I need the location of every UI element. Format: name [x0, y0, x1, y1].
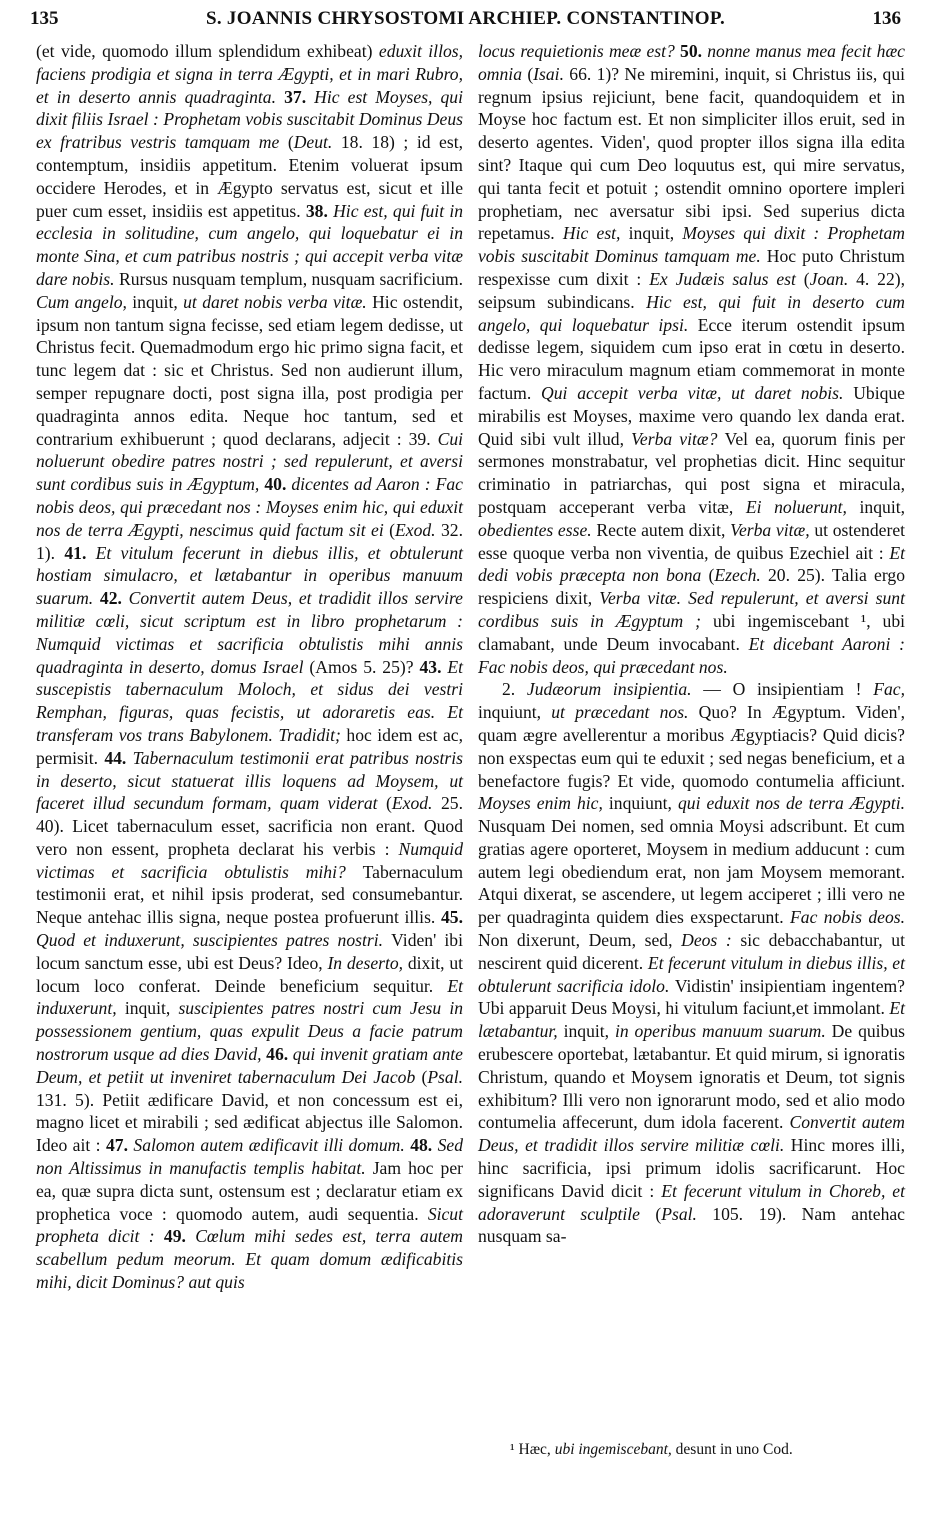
text-run: Fac, — [873, 679, 906, 700]
text-run: Et lætabantur, — [478, 998, 905, 1042]
text-run: 38. — [305, 200, 334, 221]
text-run: Deut. — [293, 132, 341, 153]
text-run: suscipientes patres nostri cum Jesu in possessionem gentium, quas expulit Deus a facie patrum nostrorum usque ad dies David, — [36, 998, 464, 1065]
right-paragraph-2 — [478, 678, 905, 1248]
text-run: ( — [287, 132, 294, 153]
text-run: qui eduxit nos de terra Ægypti. — [677, 793, 905, 814]
text-run: Cœlum mihi sedes est, terra autem scabellum pedum meorum. Et quam domum ædificabitis mihi, dicit Dominus? aut quis — [36, 1226, 464, 1293]
text-run: Et induxerunt, — [36, 975, 463, 1019]
text-run: Verba vitæ? — [631, 428, 725, 449]
text-run: Hic ostendit, ipsum non tantum signa fecisse, sed etiam legem dedisse, ut Christus fecit. Quemadmodum ergo hic primo signa facit, et tunc legem dat : sic et Christus. Sed non audierunt illum, semper repugnare docti, post signa illa, post prodigia per quadraginta annos edita. Neque hoc tantum, sed et contrarium exhibuerunt ; quod declarans, adjecit : 39. — [36, 291, 463, 449]
text-run: Isai. — [533, 63, 570, 84]
text-run: Sed non Altissimus in manufactis templis habitat. — [36, 1135, 463, 1179]
text-run: 44. — [104, 747, 133, 768]
text-run: ut præcedant nos. — [551, 702, 699, 723]
text-run: 32. 1). — [36, 519, 463, 563]
text-run: Et dedi vobis præcepta non bona — [478, 542, 905, 586]
page-number-right: 136 — [872, 8, 901, 29]
text-run: Hinc mores illi, hinc sacrificia, ipsi primum idolis sacrificarunt. Hoc significans David dicit : — [478, 1135, 905, 1201]
text-run: inquiunt, — [478, 702, 552, 723]
text-run: 42. — [99, 588, 129, 609]
text-run: Et fecerunt vitulum in diebus illis, et obtulerunt sacrificia idolo. — [478, 952, 906, 996]
text-run: Tabernaculum testimonii erat patribus nostris in deserto, sicut statuerat illis loquens ad Moysem, ut faceret illud secundum formam, quam viderat — [36, 747, 463, 814]
text-run: inquiunt, — [608, 793, 678, 814]
text-run: ubi ingemiscebant ¹, ubi clamabant, unde Deum invocabant. — [478, 610, 906, 654]
text-run: Ei noluerunt, — [745, 496, 860, 517]
text-run: De quibus erubescere oportebat, lætabantur. Et quid mirum, si ignoratis Christum, quando et Moysem ignoratis et Deum, tot signis exhibitum? Illi vero non ignorarunt modo, sed et alio modo contumelia affecerunt, dum idola facerent. — [478, 1021, 906, 1133]
text-run: inquit, — [859, 496, 906, 517]
text-run: locus requietionis meæ est? — [478, 41, 681, 61]
text-run: ubi ingemiscebant, — [554, 1441, 676, 1458]
text-run: ( — [421, 1066, 428, 1087]
text-run: Hic est Moyses, qui dixit filiis Israel : Prophetam vobis suscitabit Dominus Deus ex fratribus vestris tamquam me — [36, 86, 463, 153]
text-run: 37. — [284, 86, 315, 107]
text-run: Salomon autem ædificavit illi domum. — [133, 1135, 411, 1156]
text-run: ( — [389, 519, 396, 540]
text-run: Quo? In Ægyptum. Viden', quam ægre avellerentur a moribus Ægyptiacis? Quid dicis? non exspectas eum qui te eduxit ; sed negas beneficium, et a benefactore fugis? Et vide, quomodo contumelia afficiunt. — [478, 702, 906, 791]
text-run: nonne manus mea fecit hæc omnia — [478, 41, 905, 84]
text-run: 18. 18) ; id est, contemptum, insidiis appetitum. Etenim voluerat ipsum occidere Herodes, et in Ægypto servatus est, sicut et ille puer cum esset, insidiis est appetitus. — [36, 132, 463, 221]
text-run: ¹ Hæc, — [510, 1441, 555, 1458]
text-run: in operibus manuum suarum. — [614, 1021, 832, 1042]
footnote — [500, 1440, 900, 1460]
text-run: 46. — [266, 1044, 293, 1065]
text-run: ( — [527, 63, 534, 84]
text-run: inquit, — [563, 1021, 615, 1042]
text-run: Ecce iterum ostendit ipsum dedisse legem, siquidem cum ipso erat in cœtu in deserto. Hic vero miraculum magnum etiam commemorat in monte factum. — [478, 314, 906, 403]
text-run: Hoc puto Christum respexisse cum dixit : — [478, 246, 905, 289]
text-run: inquit, — [132, 291, 184, 312]
text-run: Convertit autem Deus, et tradidit illos servire militiæ cœli. — [478, 1112, 905, 1156]
text-run: Hic est, — [562, 223, 629, 244]
text-run: desunt in uno Cod. — [675, 1441, 793, 1458]
text-run: Cum angelo, — [36, 291, 133, 312]
text-run: Moyses enim hic, — [478, 793, 609, 814]
text-run: ut daret nobis verba vitæ. — [183, 291, 373, 312]
text-run: 40. — [264, 474, 292, 495]
text-run: (et vide, quomodo illum splendidum exhibeat) — [36, 41, 379, 61]
text-run: Verba vitæ, — [730, 519, 815, 540]
text-run: Viden' ibi locum sanctum esse, ubi est Deus? Ideo, — [36, 930, 463, 973]
running-title: S. JOANNIS CHRYSOSTOMI ARCHIEP. CONSTANTINOP. — [205, 8, 726, 29]
text-run: Recte autem dixit, — [596, 519, 731, 540]
text-run: Moyses qui dixit : Prophetam vobis suscitabit Dominus tamquam me. — [478, 223, 905, 267]
text-run: Tabernaculum testimonii erat, et nihil ipsis proderat, sed consumebantur. Neque antehac illis signa, neque postea profuerunt illis. — [36, 861, 463, 928]
text-run: Et suscepistis tabernaculum Moloch, et sidus dei vestri Remphan, figuras, quas fecistis, ut adoraretis eas. Et transferam vos trans Babylonem. Tradidit; — [36, 656, 464, 745]
text-run: dicentes ad Aaron : Fac nobis deos, qui præcedant nos : Moyses enim hic, qui eduxit nos de terra Ægypti, nescimus quid factum sit ei — [36, 474, 463, 540]
page-number-left: 135 — [30, 8, 59, 29]
text-run: ut ostenderet esse quoque verba non viventia, de quibus Ezechiel ait : — [478, 519, 906, 563]
text-run: Et fecerunt vitulum in Choreb, et adoraverunt sculptile — [478, 1180, 905, 1224]
text-run: 43. — [419, 656, 448, 677]
left-column — [36, 40, 463, 1294]
text-run: Et dicebant Aaroni : Fac nobis deos, qui præcedant nos. — [478, 633, 905, 677]
text-run: Nusquam Dei nomen, sed omnia Moysi adscribunt. Et cum gratias agere oporteret, Moysem in medium adducunt : cum autem legi obediendum erat, non jam Moysem memorant. Atqui dixerat, se ascendere, ut legem acciperet ; illi vero ne per quadraginta quidem dies exspectarunt. — [478, 816, 905, 928]
text-run: 105. 19). Nam antehac nusquam sa- — [478, 1203, 905, 1247]
text-run: Convertit autem Deus, et tradidit illos servire militiæ cœli, sicut scriptum est in libro prophetarum : Numquid victimas et sacrificia obtulistis mihi annis quadraginta in deserto, domus Israel — [36, 588, 463, 677]
text-run: dixit, ut locum loco conferat. Deinde beneficium sequitur. — [36, 952, 463, 996]
text-run: 4. 22), seipsum subindicans. — [478, 268, 906, 312]
text-run: Vel ea, quorum finis per sermones monstrabatur, vel prophetias dicit. Hinc sequitur criminatio in patriarchas, qui post signa et miracula, postquam acceperant verba vitæ, — [478, 428, 905, 517]
text-run: Exod. — [395, 519, 441, 540]
text-run: 25. 40). Licet tabernaculum esset, sacrificia non erant. Quod vero non essent, propheta declarat his verbis : — [36, 793, 463, 859]
text-run: Ex Judæis salus est — [649, 268, 804, 289]
text-run: inquit, — [124, 998, 179, 1019]
text-run: 20. 25). Talia ergo respiciens dixit, — [478, 565, 905, 609]
text-run: Vidistin' insipientiam ingentem? Ubi apparuit Deus Moysi, hi vitulum faciunt,et immolant. — [478, 975, 905, 1019]
text-run: Exod. — [391, 793, 441, 814]
text-run: Deos : — [681, 930, 741, 951]
text-run: Cui noluerunt obedire patres nostri ; sed repulerunt, et aversi sunt cordibus suis in Ægyptum, — [36, 428, 463, 495]
text-run: 66. 1)? Ne miremini, inquit, si Christus iis, qui regnum ipsius rejiciunt, bene facit, quandoquidem et in Moyse hoc factum est. Et non simpliciter illos eruit, sed in deserto agentes. Viden', quod propter illos signa illa edita sint? Itaque qui cum Deo loquutus est, qui mire servatus, qui tanta fecit et potuit ; ostendit omnino oportere impleri prophetiam, nec aversatur sibi ipsi. Sed superius dicta repetamus. — [478, 63, 906, 244]
text-run: ( — [708, 565, 715, 586]
text-run: Judæorum insipientia. — [526, 679, 704, 700]
text-run: Sicut propheta dicit : — [36, 1203, 463, 1247]
text-run: Qui accepit verba vitæ, ut daret nobis. — [541, 382, 854, 403]
text-run: In deserto, — [327, 952, 408, 973]
text-run: 49. — [163, 1226, 196, 1247]
text-run: 45. — [441, 907, 463, 928]
text-run: Joan. — [809, 268, 857, 289]
text-run: Rursus nusquam templum, nusquam sacrificium. — [118, 268, 464, 289]
right-paragraph-1 — [478, 40, 905, 678]
text-run: Jam hoc per ea, quæ supra dicta sunt, ostensum est ; declaratur etiam ex prophetica voce : quomodo autem, audi sequentia. — [36, 1158, 463, 1224]
text-run: 50. — [680, 41, 708, 61]
left-paragraph — [36, 40, 463, 1294]
text-run: ( — [655, 1203, 662, 1224]
text-run: 131. 5). Petiit ædificare David, et non concessum est ei, magno licet et mirabili ; sed ædificat abjectus ille Salomon. Ideo ait : — [36, 1089, 463, 1156]
text-run: (Amos 5. 25)? — [309, 656, 420, 677]
text-run: Hic est, qui fuit in ecclesia in solitudine, cum angelo, qui loquebatur ei in monte Sina, et cum patribus nostris ; qui accepit verba vitæ dare nobis. — [36, 200, 464, 289]
text-run: Ezech. — [714, 565, 768, 586]
text-run: inquit, — [628, 223, 683, 244]
text-run: Verba vitæ. Sed repulerunt, et aversi sunt cordibus suis in Ægyptum ; — [478, 588, 905, 631]
text-run: eduxit illos, faciens prodigia et signa in terra Ægypti, et in mari Rubro, et in deserto annis quadraginta. — [36, 41, 463, 107]
text-run: 41. — [64, 542, 96, 563]
text-run: 2. — [502, 679, 527, 700]
text-run: Hic est, qui fuit in deserto cum angelo, qui loquebatur ipsi. — [478, 291, 906, 335]
text-run: Non dixerunt, Deum, sed, — [478, 930, 682, 951]
text-run: 47. — [105, 1135, 134, 1156]
text-run: Numquid victimas et sacrificia obtulistis mihi? — [36, 838, 463, 882]
text-run: qui invenit gratiam ante Deum, et petiit ut inveniret tabernaculum Dei Jacob — [36, 1044, 463, 1087]
text-run: Fac nobis deos. — [790, 907, 905, 928]
text-run: Psal. — [427, 1066, 463, 1087]
text-run: ( — [803, 268, 810, 289]
text-run: obedientes esse. — [478, 519, 597, 540]
text-run: Ubique mirabilis est Moyses, maxime vero quando lex danda erat. Quid sibi vult illud, — [478, 382, 905, 449]
footnote-text — [500, 1440, 900, 1460]
text-run: 48. — [410, 1135, 438, 1156]
text-run: Et vitulum fecerunt in diebus illis, et obtulerunt hostiam simulacro, et lætabantur in operibus manuum suarum. — [36, 542, 464, 609]
running-header — [30, 6, 901, 36]
text-run: Quod et induxerunt, suscipientes patres nostri. — [36, 930, 392, 951]
text-run: Psal. — [661, 1203, 713, 1224]
text-run: sic debacchabantur, ut nescirent quid dicerent. — [478, 930, 905, 973]
right-column — [478, 40, 905, 1248]
text-run: ( — [386, 793, 392, 814]
text-run: — O insipientiam ! — [703, 679, 874, 700]
text-run: hoc idem est ac, permisit. — [36, 724, 463, 768]
